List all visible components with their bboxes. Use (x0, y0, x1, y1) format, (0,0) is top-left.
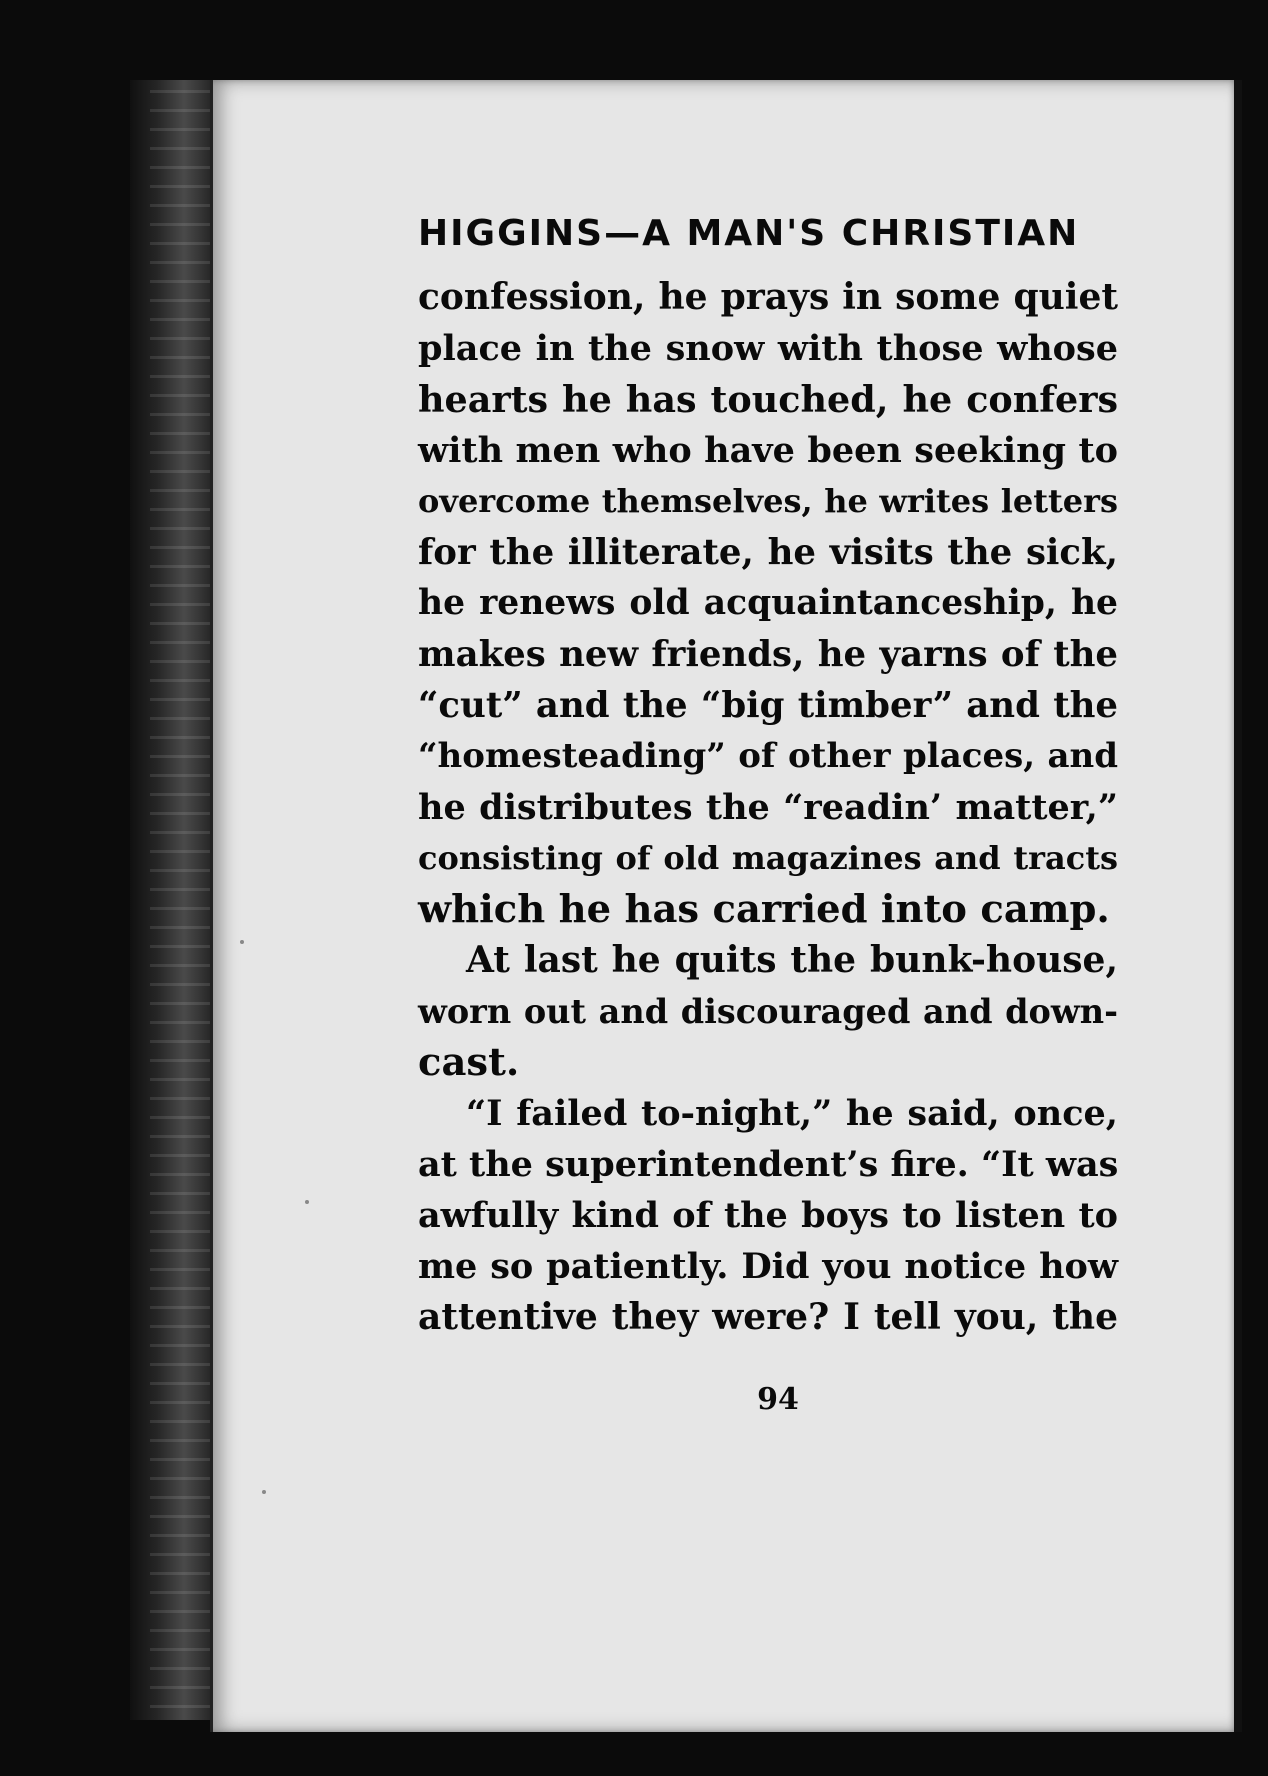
text-line: me so patiently. Did you notice how (418, 1246, 1118, 1287)
page-edge (1234, 80, 1242, 1732)
text-block (418, 210, 1118, 1343)
text-line: which he has carried into camp. (418, 887, 1110, 932)
text-line: confession, he prays in some quiet (418, 276, 1118, 318)
text-line: cast. (418, 1040, 520, 1085)
text-line: at the superintendent’s fire. “It was (418, 1144, 1119, 1185)
scan-speck (240, 940, 244, 944)
text-line: for the illiterate, he visits the sick, (418, 532, 1118, 573)
text-line: worn out and discouraged and down- (418, 992, 1118, 1031)
text-line: makes new friends, he yarns of the (418, 634, 1118, 675)
page-number: 94 (757, 1382, 799, 1417)
text-line: he renews old acquaintanceship, he (418, 583, 1118, 623)
text-line: overcome themselves, he writes letters (418, 482, 1118, 520)
text-line: “cut” and the “big timber” and the (418, 685, 1118, 726)
text-line: “I failed to-night,” he said, once, (466, 1093, 1118, 1134)
text-line: hearts he has touched, he confers (418, 378, 1118, 421)
scan-speck (262, 1490, 266, 1494)
body-text (418, 272, 1118, 1343)
running-head: HIGGINS—A MAN'S CHRISTIAN (418, 213, 1080, 254)
text-line: with men who have been seeking to (418, 430, 1118, 471)
text-line: attentive they were? I tell you, the (418, 1296, 1118, 1338)
binding-texture (150, 90, 210, 1710)
text-line: he distributes the “readin’ matter,” (418, 787, 1118, 828)
text-line: consisting of old magazines and tracts (418, 839, 1118, 877)
text-line: At last he quits the bunk-house, (466, 939, 1118, 981)
scan-speck (305, 1200, 309, 1204)
text-line: place in the snow with those whose (418, 328, 1118, 369)
text-line: awfully kind of the boys to listen to (418, 1195, 1118, 1236)
text-line: “homesteading” of other places, and (418, 736, 1118, 776)
